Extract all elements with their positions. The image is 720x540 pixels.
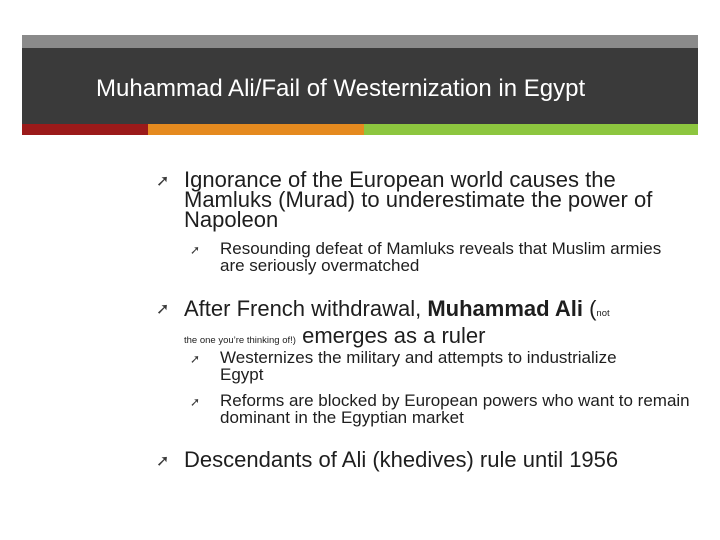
arrow-bullet-icon: ➚ — [156, 301, 170, 318]
arrow-bullet-icon: ➚ — [190, 395, 201, 409]
arrow-bullet-icon: ➚ — [156, 453, 170, 470]
bullet-text: Descendants of Ali (khedives) rule until 1956 — [184, 447, 619, 472]
aside-note-a: not — [596, 308, 610, 319]
arrow-bullet-icon: ➚ — [156, 173, 170, 190]
title-bar — [22, 48, 698, 124]
bullet-descendants — [156, 447, 636, 472]
accent-color-bar — [22, 124, 698, 135]
header-top-strip — [22, 35, 698, 48]
sub-bullet-text: Reforms are blocked by European powers who want to remain dominant in the Egyptian market — [220, 391, 690, 427]
aside-note-b: the one you’re thinking of!) — [184, 335, 296, 346]
arrow-bullet-icon: ➚ — [190, 243, 201, 257]
accent-red — [22, 124, 148, 135]
bullet-muhammad-ali — [156, 298, 700, 352]
bullet-text-pre: After French withdrawal, — [184, 296, 428, 321]
bullet-text-paren: ( — [582, 296, 597, 321]
sub-bullet-westernizes — [190, 349, 660, 383]
bullet-text-post: emerges as a ruler — [295, 323, 486, 348]
accent-orange — [148, 124, 364, 135]
accent-green — [364, 124, 698, 135]
bullet-ignorance — [156, 167, 696, 232]
sub-bullet-text: Resounding defeat of Mamluks reveals that Muslim armies are seriously overmatched — [220, 239, 662, 275]
sub-bullet-reforms — [190, 392, 690, 426]
arrow-bullet-icon: ➚ — [190, 352, 201, 366]
sub-bullet-text: Westernizes the military and attempts to industrialize Egypt — [220, 348, 617, 384]
sub-bullet-defeat — [190, 240, 670, 274]
bullet-text-bold: Muhammad Ali — [427, 296, 583, 321]
bullet-text: Ignorance of the European world causes the Mamluks (Murad) to underestimate the power of Napoleon — [184, 167, 653, 232]
slide-title: Muhammad Ali/Fail of Westernization in Egypt — [96, 75, 586, 102]
